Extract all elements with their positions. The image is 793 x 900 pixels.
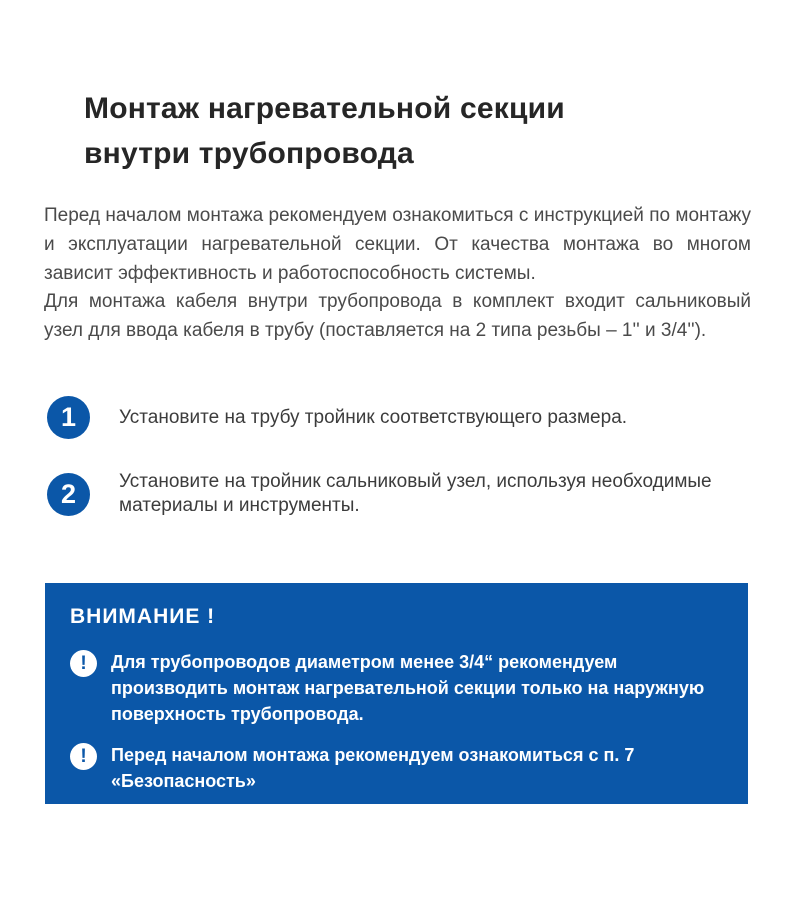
intro-paragraph-2: Для монтажа кабеля внутри трубопровода в комплект входит сальниковый узел для ввода кабеля в трубу (поставляется на 2 типа резьбы – 1'' и 3/4''). [44, 291, 751, 341]
exclamation-icon: ! [70, 650, 97, 677]
warning-title: ВНИМАНИЕ ! [70, 605, 216, 628]
step-2-number-badge: 2 [47, 473, 90, 516]
page-title-line-2: внутри трубопровода [84, 137, 414, 170]
exclamation-icon: ! [70, 743, 97, 770]
page-title [84, 86, 565, 176]
step-item-1 [47, 396, 757, 439]
step-1-text: Установите на трубу тройник соответствующего размера. [119, 406, 628, 428]
warning-box [45, 583, 748, 804]
step-item-2 [47, 470, 757, 518]
warning-item-2-text: Перед началом монтажа рекомендуем ознакомиться с п. 7 «Безопасность» [111, 745, 635, 791]
step-1-number-badge: 1 [47, 396, 90, 439]
step-2-text: Установите на тройник сальниковый узел, используя необходимые материалы и инструменты. [119, 471, 712, 516]
page-title-line-1: Монтаж нагревательной секции [84, 92, 565, 125]
steps-list [47, 396, 757, 549]
warning-item-1 [70, 649, 723, 727]
warning-item-1-text: Для трубопроводов диаметром менее 3/4“ рекомендуем производить монтаж нагревательной секции только на наружную поверхность трубопровода. [111, 652, 705, 724]
warning-item-2 [70, 742, 723, 794]
intro-paragraph-1: Перед началом монтажа рекомендуем ознакомиться с инструкцией по монтажу и эксплуатации нагревательной секции. От качества монтажа во многом зависит эффективность и работоспособность системы. [44, 205, 751, 284]
